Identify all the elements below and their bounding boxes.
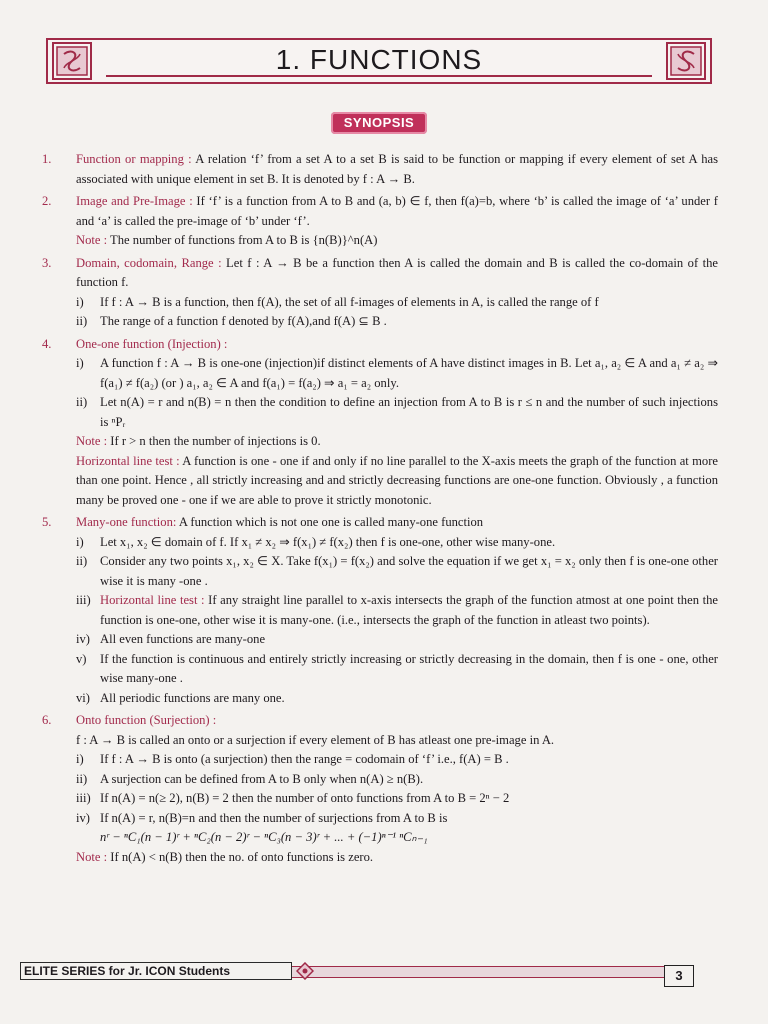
section-heading: One-one function (Injection) : bbox=[76, 336, 228, 351]
list-item bbox=[76, 393, 718, 432]
section-heading: Domain, codomain, Range : bbox=[76, 255, 222, 270]
section-heading: Many-one function: bbox=[76, 515, 177, 529]
section-heading: Function or mapping : bbox=[76, 152, 192, 166]
section-injection bbox=[38, 335, 718, 511]
section-domain-range bbox=[38, 254, 718, 332]
note bbox=[76, 848, 718, 868]
list-item bbox=[76, 689, 718, 709]
list-item bbox=[76, 809, 718, 829]
list-item bbox=[76, 354, 718, 393]
synopsis-badge: SYNOPSIS bbox=[331, 112, 427, 134]
item-text: A function f : A → B is one-one (injection)if distinct elements of A have distinct images in B. Let a₁, a₂ ∈ A and a₁ ≠ a₂ ⇒ f(a₁) ≠ f(a₂) (or ) a₁, a₂ ∈ A and f(a₁) = f(a₂) ⇒ a₁ = a₂ only. bbox=[100, 356, 718, 390]
note-label: Note : bbox=[76, 434, 108, 448]
chapter-title: 1. FUNCTIONS bbox=[275, 44, 483, 75]
section-many-one bbox=[38, 513, 718, 708]
footer-band bbox=[292, 966, 664, 978]
page-number: 3 bbox=[664, 965, 694, 987]
item-number: ii) bbox=[76, 554, 88, 568]
note bbox=[76, 432, 718, 452]
section-heading: Horizontal line test : bbox=[76, 453, 180, 468]
section-body bbox=[76, 192, 718, 231]
list-item bbox=[76, 552, 718, 591]
list-item bbox=[76, 650, 718, 689]
section-text: A function is one - one if and only if no line parallel to the X-axis meets the graph of the function at more than one point. Hence , all strictly increasing and and strictly decreasing functions are one-one function. Obviously , a function many be proved one - one if we are able to prove it strictly monotonic. bbox=[76, 453, 718, 507]
item-text: A surjection can be defined from A to B only when n(A) ≥ n(B). bbox=[100, 771, 424, 786]
note bbox=[76, 231, 718, 251]
item-number: ii) bbox=[76, 771, 88, 786]
section-number: 6. bbox=[42, 713, 52, 727]
list-item bbox=[76, 312, 718, 332]
item-number: ii) bbox=[76, 314, 88, 328]
note-text: The number of functions from A to B is {n(B)}^n(A) bbox=[107, 233, 378, 247]
diamond-icon bbox=[296, 962, 314, 980]
section-number: 3. bbox=[42, 255, 52, 270]
item-number: iii) bbox=[76, 791, 91, 805]
item-text: Let n(A) = r and n(B) = n then the condition to define an injection from A to B is r ≤ n and the number of such injections is ⁿPᵣ bbox=[100, 395, 718, 429]
note-label: Note : bbox=[76, 849, 108, 864]
section-function-mapping bbox=[38, 150, 718, 189]
list-item bbox=[76, 533, 718, 553]
section-text: A function which is not one one is called many-one function bbox=[176, 515, 484, 529]
section-number: 2. bbox=[42, 194, 52, 208]
section-body bbox=[76, 513, 718, 533]
item-text: Let x₁, x₂ ∈ domain of f. If x₁ ≠ x₂ ⇒ f(x₁) ≠ f(x₂) then f is one-one, other wise many-one. bbox=[100, 534, 556, 549]
item-number: vi) bbox=[76, 690, 90, 705]
item-heading: Horizontal line test : bbox=[100, 593, 205, 607]
item-number: i) bbox=[76, 294, 84, 309]
item-number: v) bbox=[76, 651, 87, 666]
item-number: i) bbox=[76, 356, 84, 370]
item-text: All even functions are many-one bbox=[100, 632, 266, 646]
list-item bbox=[76, 630, 718, 650]
item-text: If n(A) = n(≥ 2), n(B) = 2 then the number of onto functions from A to B = 2ⁿ − 2 bbox=[100, 791, 510, 805]
horizontal-line-test bbox=[76, 452, 718, 511]
section-text: A relation ‘f’ from a set A to a set B is said to be function or mapping if every element of set A has associated with unique element in set B. It is denoted by f : A → B. bbox=[76, 152, 718, 186]
section-surjection bbox=[38, 711, 718, 867]
note-label: Note : bbox=[76, 233, 108, 247]
section-body bbox=[76, 711, 718, 731]
item-number: iv) bbox=[76, 632, 90, 646]
item-number: i) bbox=[76, 534, 84, 549]
header-underline bbox=[106, 75, 652, 77]
note-text: If r > n then the number of injections is 0. bbox=[107, 434, 321, 448]
item-text: If any straight line parallel to x-axis intersects the graph of the function atmost at one point then the function is one-one, other wise it is many-one. (i.e., intersects the graph of the function in atleast two points). bbox=[100, 593, 718, 627]
section-heading: Image and Pre-Image : bbox=[76, 194, 193, 208]
note-text: If n(A) < n(B) then the no. of onto functions is zero. bbox=[107, 849, 374, 864]
section-body bbox=[76, 335, 718, 355]
item-number: iv) bbox=[76, 810, 90, 825]
item-number: ii) bbox=[76, 395, 88, 409]
item-number: i) bbox=[76, 752, 84, 766]
section-image-preimage bbox=[38, 192, 718, 251]
section-text: f : A → B is called an onto or a surjection if every element of B has atleast one pre-image in A. bbox=[76, 732, 555, 747]
list-item bbox=[76, 770, 718, 790]
list-item bbox=[76, 293, 718, 313]
section-body bbox=[76, 254, 718, 293]
surjection-formula: nʳ − ⁿC₁(n − 1)ʳ + ⁿC₂(n − 2)ʳ − ⁿC₃(n − 3)ʳ + ... + (−1)ⁿ⁻¹ ⁿCₙ₋₁ bbox=[100, 830, 428, 844]
item-number: iii) bbox=[76, 593, 91, 607]
section-number: 5. bbox=[42, 515, 52, 529]
list-item bbox=[76, 591, 718, 630]
item-text: If f : A → B is onto (a surjection) then the range = codomain of ‘f’ i.e., f(A) = B . bbox=[100, 752, 509, 766]
item-text: If f : A → B is a function, then f(A), the set of all f-images of elements in A, is called the range of f bbox=[100, 294, 599, 309]
synopsis-content bbox=[38, 150, 718, 870]
section-number: 4. bbox=[42, 336, 52, 351]
item-text: If the function is continuous and entirely strictly increasing or strictly decreasing in the domain, then f is one - one, other wise many-one . bbox=[100, 651, 718, 685]
item-text: If n(A) = r, n(B)=n and then the number of surjections from A to B is bbox=[100, 810, 448, 825]
footer-series: ELITE SERIES for Jr. ICON Students bbox=[20, 962, 292, 980]
chapter-header bbox=[46, 38, 712, 84]
section-text: If ‘f’ is a function from A to B and (a, b) ∈ f, then f(a)=b, where ‘b’ is called the image of ‘a’ under f and ‘a’ is called the pre-image of ‘b’ under ‘f’. bbox=[76, 194, 718, 228]
section-heading: Onto function (Surjection) : bbox=[76, 713, 217, 727]
item-text: All periodic functions are many one. bbox=[100, 690, 285, 705]
list-item bbox=[76, 789, 718, 809]
section-number: 1. bbox=[42, 152, 52, 166]
section-text: Let f : A → B be a function then A is called the domain and B is called the co-domain of the function f. bbox=[76, 255, 718, 289]
list-item bbox=[76, 750, 718, 770]
item-text: The range of a function f denoted by f(A),and f(A) ⊆ B . bbox=[100, 314, 387, 328]
ornament-icon bbox=[666, 42, 706, 80]
item-text: Consider any two points x₁, x₂ ∈ X. Take f(x₁) = f(x₂) and solve the equation if we get x₁ = x₂ only then f is one-one other wise it is many -one . bbox=[100, 554, 718, 588]
section-body bbox=[76, 150, 718, 189]
